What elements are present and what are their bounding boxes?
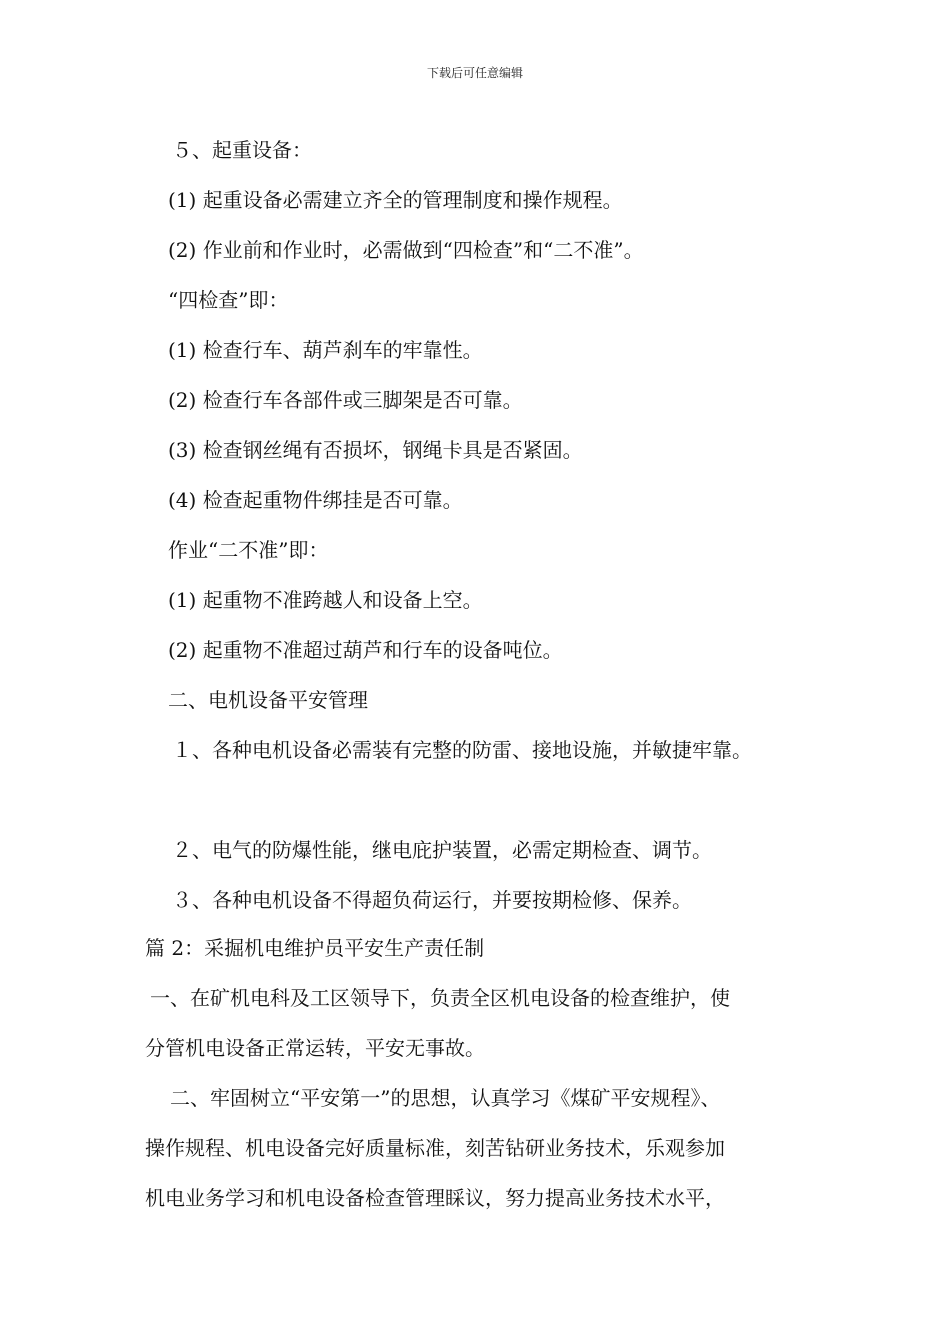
text-line: ５、起重设备： — [172, 138, 312, 162]
text-line: 一、在矿机电科及工区领导下，负责全区机电设备的检查维护，使 — [150, 986, 730, 1010]
text-line: ３、各种电机设备不得超负荷运行，并要按期检修、保养。 — [172, 888, 692, 912]
chapter-heading: 篇 2：采掘机电维护员平安生产责任制 — [145, 936, 485, 960]
text-line: 机电业务学习和机电设备检查管理睬议，努力提高业务技术水平， — [145, 1186, 725, 1210]
text-line: 二、牢固树立“平安第一”的思想，认真学习《煤矿平安规程》、 — [170, 1086, 721, 1110]
section-heading: 二、电机设备平安管理 — [168, 688, 368, 712]
text-line: (2) 作业前和作业时，必需做到“四检查”和“二不准”。 — [168, 238, 644, 262]
text-line: (1) 检查行车、葫芦刹车的牢靠性。 — [168, 338, 483, 362]
text-line: 作业“二不准”即： — [168, 538, 329, 562]
text-line: 分管机电设备正常运转，平安无事故。 — [145, 1036, 485, 1060]
text-line: ２、电气的防爆性能，继电庇护装置，必需定期检查、调节。 — [172, 838, 712, 862]
text-line: (1) 起重设备必需建立齐全的管理制度和操作规程。 — [168, 188, 623, 212]
text-line: (1) 起重物不准跨越人和设备上空。 — [168, 588, 483, 612]
text-line: １、各种电机设备必需装有完整的防雷、接地设施，并敏捷牢靠。 — [172, 738, 752, 762]
page-header: 下载后可任意编辑 — [426, 66, 523, 80]
text-line: “四检查”即： — [168, 288, 289, 312]
text-line: (2) 起重物不准超过葫芦和行车的设备吨位。 — [168, 638, 563, 662]
text-line: 操作规程、机电设备完好质量标准，刻苦钻研业务技术，乐观参加 — [145, 1136, 725, 1160]
text-line: (4) 检查起重物件绑挂是否可靠。 — [168, 488, 463, 512]
text-line: (2) 检查行车各部件或三脚架是否可靠。 — [168, 388, 523, 412]
text-line: (3) 检查钢丝绳有否损坏，钢绳卡具是否紧固。 — [168, 438, 583, 462]
